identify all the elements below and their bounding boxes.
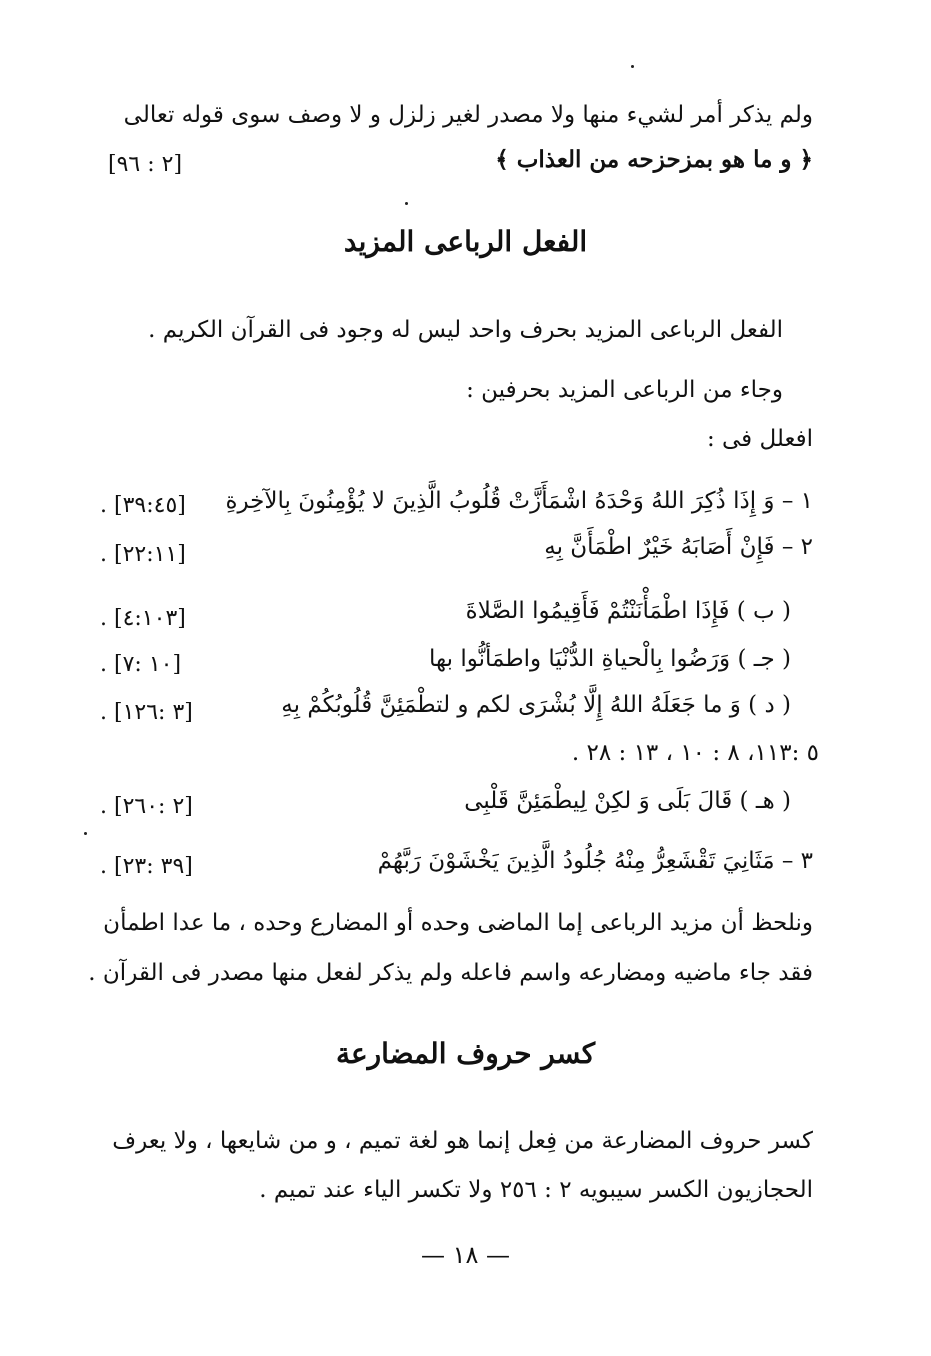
entry-2e: ( هـ ) قَالَ بَلَى وَ لكِنْ لِيطْمَئِنَّ قَلْبِى xyxy=(464,788,791,814)
entry-2: ٢ – فَإِنْ أَصَابَهُ خَيْرٌ اطْمَأَنَّ بِهِ xyxy=(544,534,813,560)
section2-line-2: الحجازيون الكسر سيبويه ٢ : ٢٥٦ ولا تكسر الياء عند تميم . xyxy=(259,1177,813,1203)
entry-2d-ref: [٣ :١٢٦] . xyxy=(100,700,193,725)
entry-2c: ( جـ ) وَرَضُوا بِالْحياةِ الدُّنْيَا واطمَأنُّوا بها xyxy=(429,646,791,672)
section1-pattern: افعلل فى : xyxy=(706,426,813,452)
section1-note-2: فقد جاء ماضيه ومضارعه واسم فاعله ولم يذكر لفعل منها مصدر فى القرآن . xyxy=(88,960,813,986)
entry-2b-ref: [٤:١٠٣] . xyxy=(100,606,186,631)
section-heading-quadriliteral: الفعل الرباعى المزيد xyxy=(343,225,588,258)
entry-2-ref: [٢٢:١١] . xyxy=(100,542,186,567)
section2-line-1: كسر حروف المضارعة من فِعل إنما هو لغة تميم ، و من شايعها ، ولا يعرف xyxy=(112,1128,813,1154)
entry-3-ref: [٣٩ :٢٣] . xyxy=(100,854,193,879)
entry-2c-ref: [١٠ :٧] . xyxy=(100,652,182,677)
speck-left xyxy=(84,832,87,835)
speck-top xyxy=(631,65,634,68)
intro-verse: ﴿ و ما هو بمزحزحه من العذاب ﴾ xyxy=(495,146,813,173)
section-heading-prefix-kasra: كسر حروف المضارعة xyxy=(335,1037,596,1070)
speck-mid xyxy=(405,202,408,205)
entry-2d: ( د ) وَ ما جَعَلَهُ اللهُ إِلَّا بُشْرَى لكم و لتطْمَئِنَّ قُلُوبُكُمْ بِهِ xyxy=(281,692,791,718)
entry-2e-ref: [٢ :٢٦٠] . xyxy=(100,794,193,819)
entry-2b: ( ب ) فَإِذَا اطْمَأْنَنْتُمْ فَأَقِيمُوا الصَّلاةَ xyxy=(465,598,791,624)
entry-3: ٣ – مَثَانِيَ تَقْشَعِرُّ مِنْهُ جُلُودُ الَّذِينَ يَخْشَوْنَ رَبَّهُمْ xyxy=(377,848,813,874)
section1-note-1: ونلحظ أن مزيد الرباعى إما الماضى وحده أو المضارع وحده ، ما عدا اطمأن xyxy=(103,910,813,936)
intro-verse-ref: [٢ : ٩٦] xyxy=(108,152,183,177)
entry-1: ١ – وَ إِذَا ذُكِرَ اللهُ وَحْدَهُ اشْمَأَزَّتْ قُلُوبُ الَّذِينَ لا يُؤْمِنُونَ بِالآخِرةِ xyxy=(225,488,813,514)
section1-para-2: وجاء من الرباعى المزيد بحرفين : xyxy=(466,377,783,403)
entry-1-ref: [٣٩:٤٥] . xyxy=(100,493,186,518)
section1-para-1: الفعل الرباعى المزيد بحرف واحد ليس له وجود فى القرآن الكريم . xyxy=(148,317,783,343)
intro-line-1: ولم يذكر أمر لشيء منها ولا مصدر لغير زلزل و لا وصف سوى قوله تعالى xyxy=(123,102,813,128)
page-number: — ١٨ — xyxy=(420,1241,511,1269)
entry-2d-refs: ٥ :١١٣، ٨ : ١٠ ، ١٣ : ٢٨ . xyxy=(571,740,819,766)
